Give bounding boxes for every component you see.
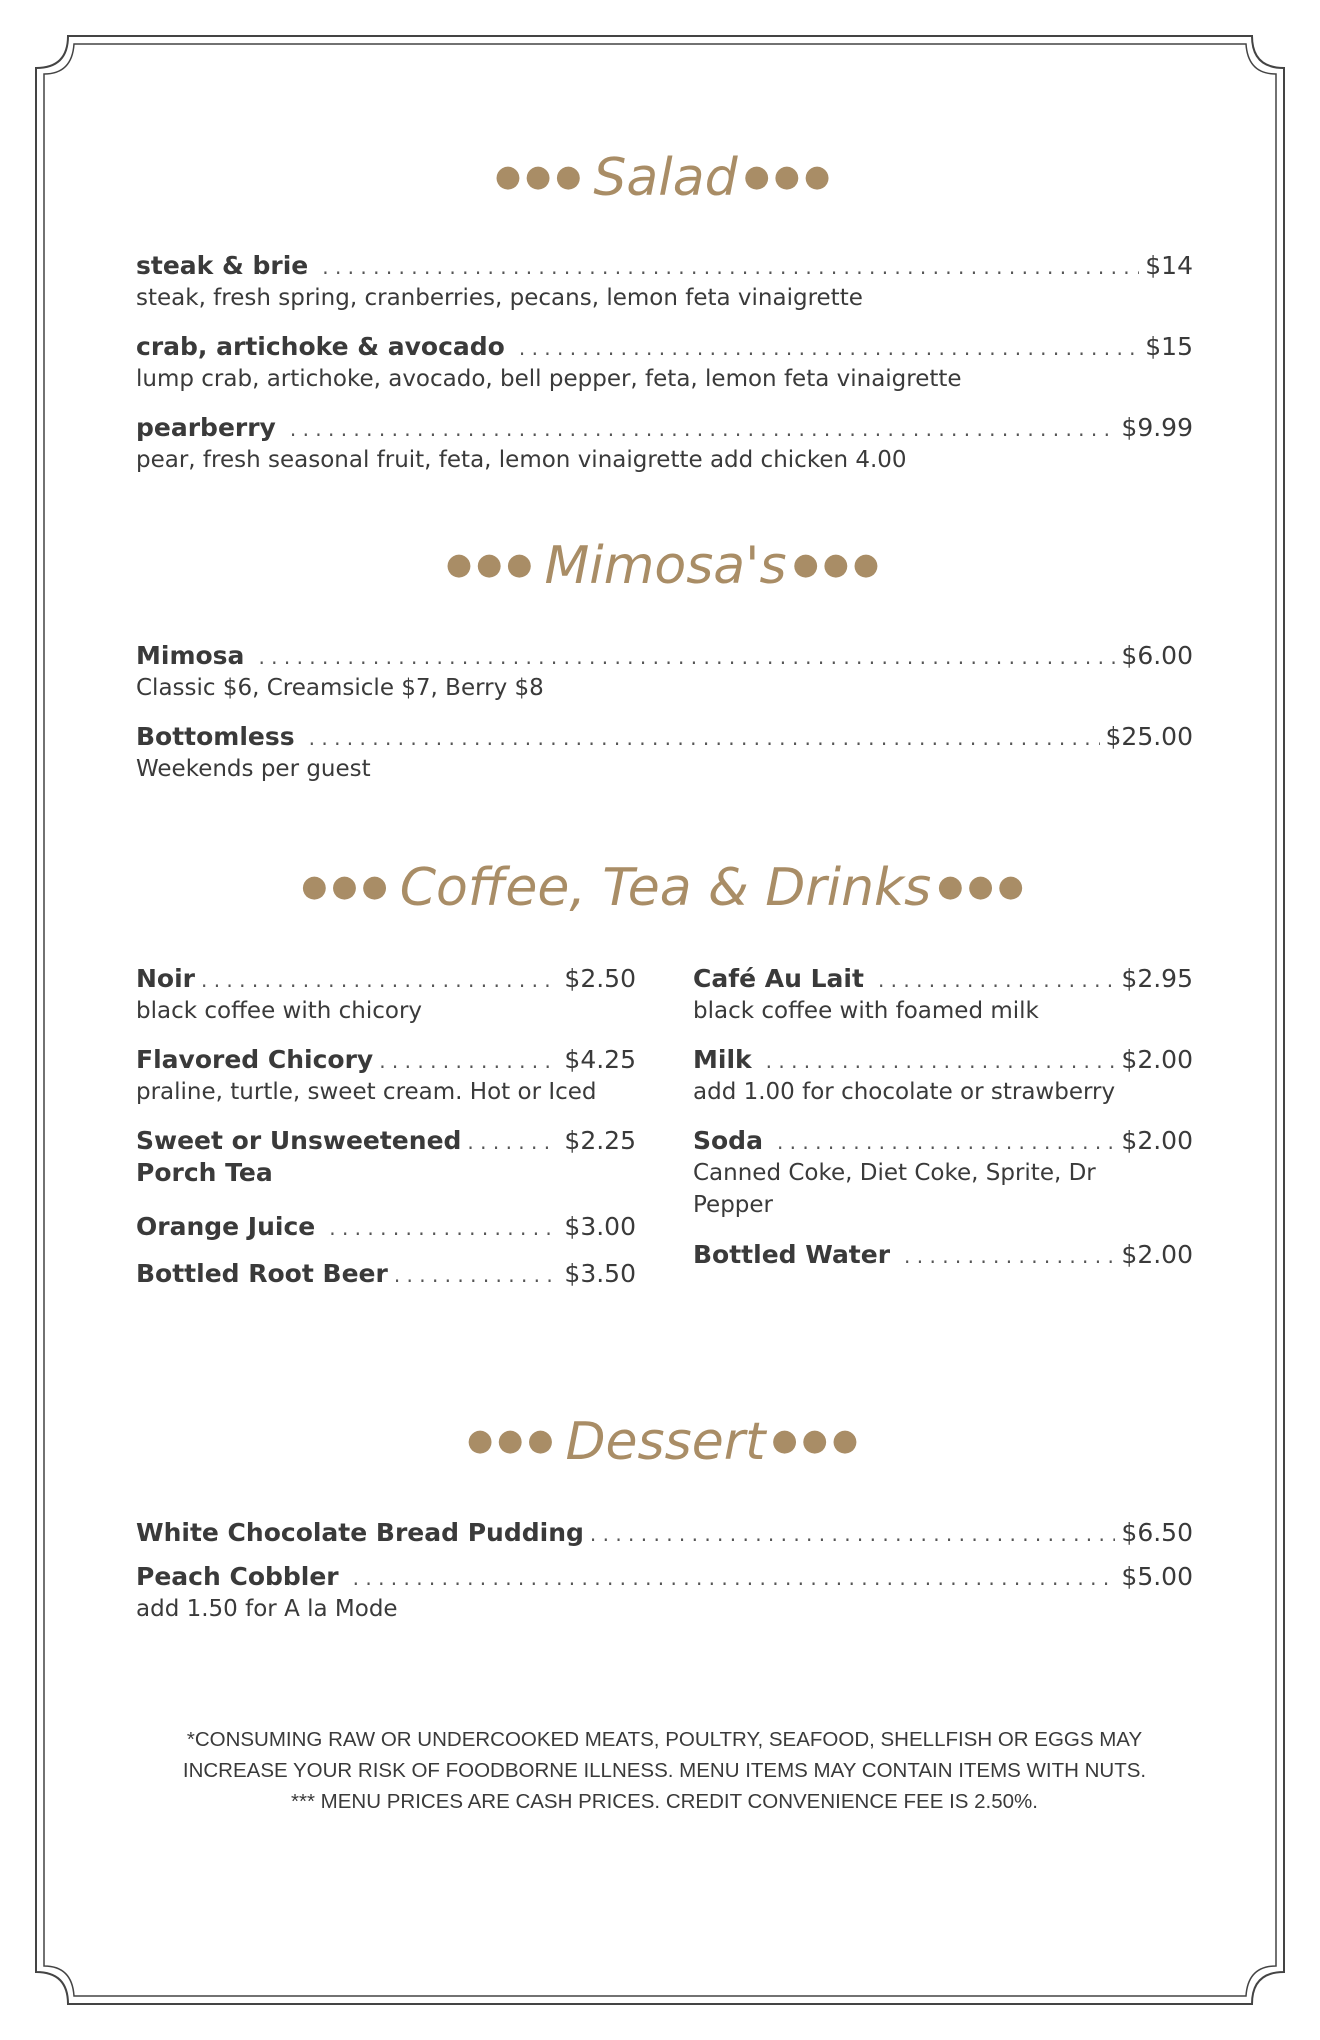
- drinks-title-text: Coffee, Tea & Drinks: [399, 858, 932, 918]
- menu-item: [136, 331, 1193, 395]
- menu-item: [136, 640, 1193, 704]
- item-price: $6.50: [1121, 1518, 1193, 1547]
- item-price: $15: [1145, 332, 1193, 361]
- dot-leader: [201, 964, 558, 996]
- salad-title-text: Salad: [593, 148, 738, 208]
- disclaimer-line: *CONSUMING RAW OR UNDERCOOKED MEATS, POULTRY, SEAFOOD, SHELLFISH OR EGGS MAY: [186, 1728, 1143, 1751]
- menu-item: [136, 1044, 636, 1108]
- item-description: Weekends per guest: [136, 756, 371, 782]
- dots-ornament: ●●●: [771, 1423, 863, 1458]
- item-price: $2.00: [1121, 1045, 1193, 1074]
- item-name: crab, artichoke & avocado: [136, 332, 505, 361]
- item-name: White Chocolate Bread Pudding: [136, 1518, 584, 1547]
- item-name: Flavored Chicory: [136, 1045, 374, 1074]
- item-price: $14: [1145, 251, 1193, 280]
- dot-leader: [766, 1045, 1116, 1077]
- dots-ornament: ●●●: [445, 547, 537, 582]
- item-name: Bottled Water: [693, 1240, 891, 1269]
- item-description: praline, turtle, sweet cream. Hot or Iced: [136, 1079, 597, 1105]
- dots-ornament: ●●●: [301, 869, 392, 904]
- item-description: lump crab, artichoke, avocado, bell pepper, feta, lemon feta vinaigrette: [136, 366, 962, 392]
- item-name: Soda: [693, 1126, 763, 1155]
- dot-leader: [290, 413, 1116, 445]
- dot-leader: [904, 1240, 1115, 1272]
- item-name: Peach Cobbler: [136, 1562, 339, 1591]
- item-name: Mimosa: [136, 641, 245, 670]
- menu-item: [136, 1211, 636, 1243]
- item-description: steak, fresh spring, cranberries, pecans, lemon feta vinaigrette: [136, 285, 863, 311]
- dot-leader: [322, 251, 1139, 283]
- dot-leader: [258, 641, 1115, 673]
- dot-leader: [590, 1518, 1116, 1550]
- disclaimer-line: INCREASE YOUR RISK OF FOODBORNE ILLNESS. MENU ITEMS MAY CONTAIN ITEMS WITH NUTS.: [182, 1759, 1147, 1782]
- item-name: steak & brie: [136, 251, 309, 280]
- item-name: Bottled Root Beer: [136, 1259, 388, 1288]
- item-price: $4.25: [564, 1045, 636, 1074]
- dot-leader: [519, 332, 1139, 364]
- dots-ornament: ●●●: [743, 159, 835, 194]
- disclaimer-line: *** MENU PRICES ARE CASH PRICES. CREDIT CONVENIENCE FEE IS 2.50%.: [291, 1790, 1038, 1813]
- item-price: $3.00: [564, 1212, 636, 1241]
- item-description: add 1.50 for A la Mode: [136, 1596, 398, 1622]
- item-description: pear, fresh seasonal fruit, feta, lemon vinaigrette add chicken 4.00: [136, 447, 907, 473]
- menu-item: [136, 412, 1193, 476]
- item-price: $2.00: [1121, 1240, 1193, 1269]
- dots-ornament: ●●●: [792, 547, 884, 582]
- item-name: Orange Juice: [136, 1212, 316, 1241]
- dot-leader: [329, 1212, 558, 1244]
- item-name: Sweet or Unsweetened: [136, 1126, 462, 1155]
- menu-item: [693, 963, 1193, 1027]
- item-name-continued: Porch Tea: [136, 1158, 273, 1187]
- item-name: pearberry: [136, 413, 276, 442]
- item-description: black coffee with chicory: [136, 998, 423, 1024]
- item-description: Canned Coke, Diet Coke, Sprite, Dr: [693, 1160, 1096, 1186]
- item-price: $5.00: [1121, 1562, 1193, 1591]
- menu-page: [136, 0, 1193, 2040]
- item-price: $9.99: [1121, 413, 1193, 442]
- menu-item: [136, 250, 1193, 314]
- item-price: $2.95: [1121, 964, 1193, 993]
- menu-item: [136, 1517, 1193, 1549]
- menu-item: [693, 1044, 1193, 1108]
- section-title-dessert: [136, 1412, 1193, 1475]
- dot-leader: [353, 1562, 1116, 1594]
- menu-item: [693, 1125, 1193, 1221]
- section-title-drinks: [136, 858, 1193, 921]
- item-name: Café Au Lait: [693, 964, 864, 993]
- menu-item: [136, 1125, 636, 1189]
- item-price: $2.00: [1121, 1126, 1193, 1155]
- mimosas-title-text: Mimosa's: [544, 536, 787, 596]
- dots-ornament: ●●●: [466, 1423, 558, 1458]
- menu-item: [136, 721, 1193, 785]
- dot-leader: [309, 722, 1100, 754]
- item-name: Milk: [693, 1045, 752, 1074]
- item-price: $25.00: [1105, 722, 1193, 751]
- menu-item: [136, 1258, 636, 1290]
- dot-leader: [777, 1126, 1115, 1158]
- item-price: $6.00: [1121, 641, 1193, 670]
- dots-ornament: ●●●: [494, 159, 586, 194]
- item-price: $3.50: [564, 1259, 636, 1288]
- dot-leader: [394, 1259, 559, 1291]
- dessert-title-text: Dessert: [565, 1412, 766, 1472]
- item-description-continued: Pepper: [693, 1192, 774, 1218]
- item-name: Bottomless: [136, 722, 295, 751]
- item-price: $2.25: [564, 1126, 636, 1155]
- item-name: Noir: [136, 964, 195, 993]
- menu-item: [136, 963, 636, 1027]
- menu-item: [693, 1239, 1193, 1271]
- footer-disclaimer: [136, 1724, 1193, 1817]
- item-description: Classic $6, Creamsicle $7, Berry $8: [136, 675, 544, 701]
- item-description: add 1.00 for chocolate or strawberry: [693, 1079, 1116, 1105]
- item-description: black coffee with foamed milk: [693, 998, 1039, 1024]
- dots-ornament: ●●●: [937, 869, 1028, 904]
- dot-leader: [467, 1126, 558, 1158]
- section-title-mimosas: [136, 536, 1193, 599]
- menu-item: [136, 1561, 1193, 1625]
- dot-leader: [878, 964, 1115, 996]
- item-price: $2.50: [564, 964, 636, 993]
- section-title-salad: [136, 148, 1193, 211]
- dot-leader: [379, 1045, 558, 1077]
